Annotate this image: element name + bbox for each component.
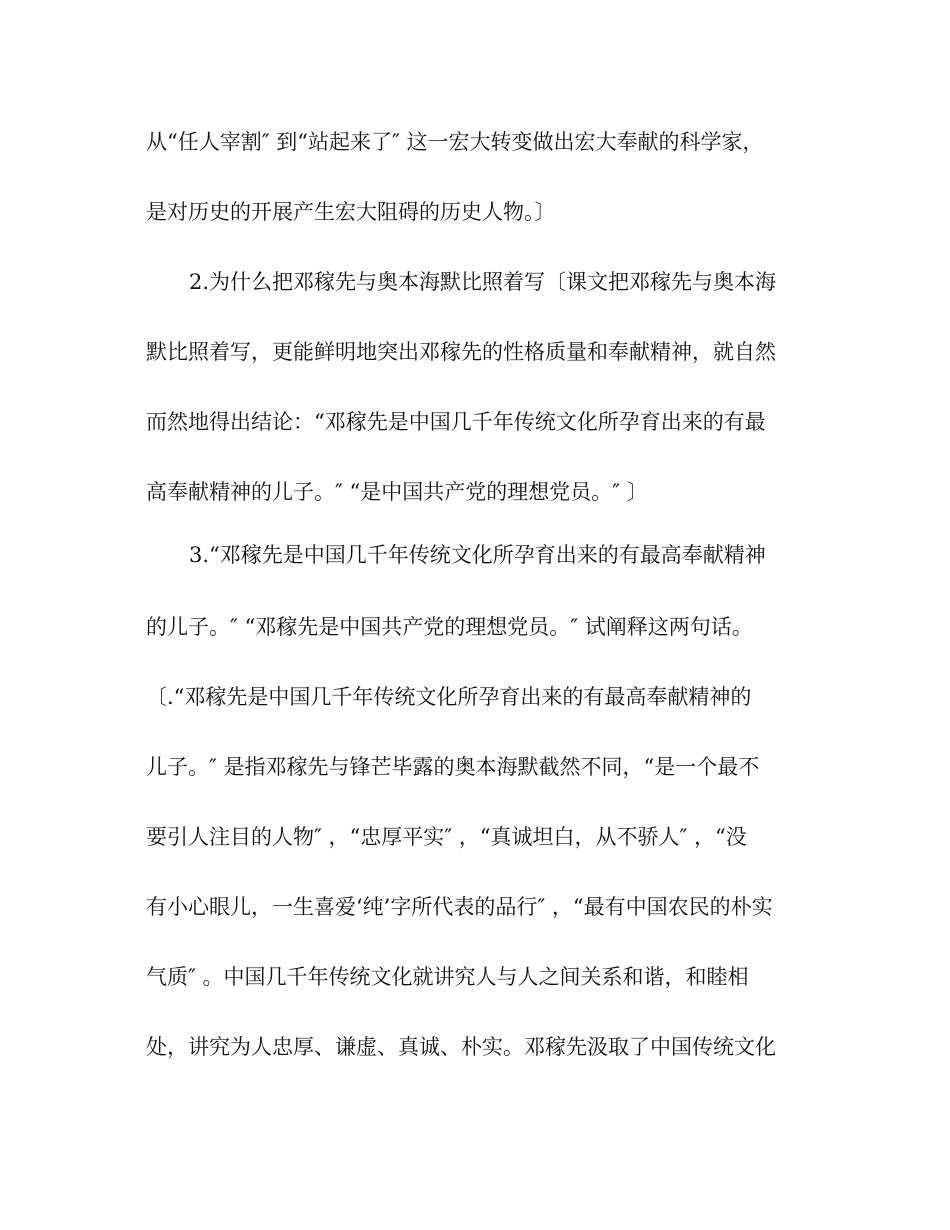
text-line-2: 是对历史的开展产生宏大阻碍的历史人物。〕 [146,200,556,224]
question-2-line-4: 高奉献精神的儿子。″ “是中国共产党的理想党员。″ 〕 [146,480,648,504]
question-2-line-2: 默比照着写，更能鲜明地突出邓稼先的性格质量和奉献精神，就自然 [146,340,776,364]
question-2-line-1: 2.为什么把邓稼先与奥本海默比照着写〔课文把邓稼先与奥本海 [189,270,777,294]
answer-3-line-6: 处，讲究为人忠厚、谦虚、真诚、朴实。邓稼先汲取了中国传统文化 [146,1035,776,1059]
question-3-line-2: 的儿子。″ “邓稼先是中国共产党的理想党员。″ 试阐释这两句话。 [146,615,753,639]
question-3-line-1: 3.“邓稼先是中国几千年传统文化所孕育出来的有最高奉献精神 [189,543,766,567]
answer-3-line-1: 〔.“邓稼先是中国几千年传统文化所孕育出来的有最高奉献精神的 [146,685,752,709]
answer-3-line-2: 儿子。″ 是指邓稼先与锋芒毕露的奥本海默截然不同，“是一个最不 [146,755,760,779]
answer-3-line-3: 要引人注目的人物″ ，“忠厚平实″ ，“真诚坦白，从不骄人″ ，“没 [146,825,747,849]
text-line-1: 从“任人宰割″ 到“站起来了″ 这一宏大转变做出宏大奉献的科学家， [146,130,764,154]
answer-3-line-4: 有小心眼儿，一生喜爱‘纯’字所代表的品行″ ，“最有中国农民的朴实 [146,895,773,919]
question-2-line-3: 而然地得出结论：“邓稼先是中国几千年传统文化所孕育出来的有最 [146,410,766,434]
answer-3-line-5: 气质″ 。中国几千年传统文化就讲究人与人之间关系和谐，和睦相 [146,965,749,989]
